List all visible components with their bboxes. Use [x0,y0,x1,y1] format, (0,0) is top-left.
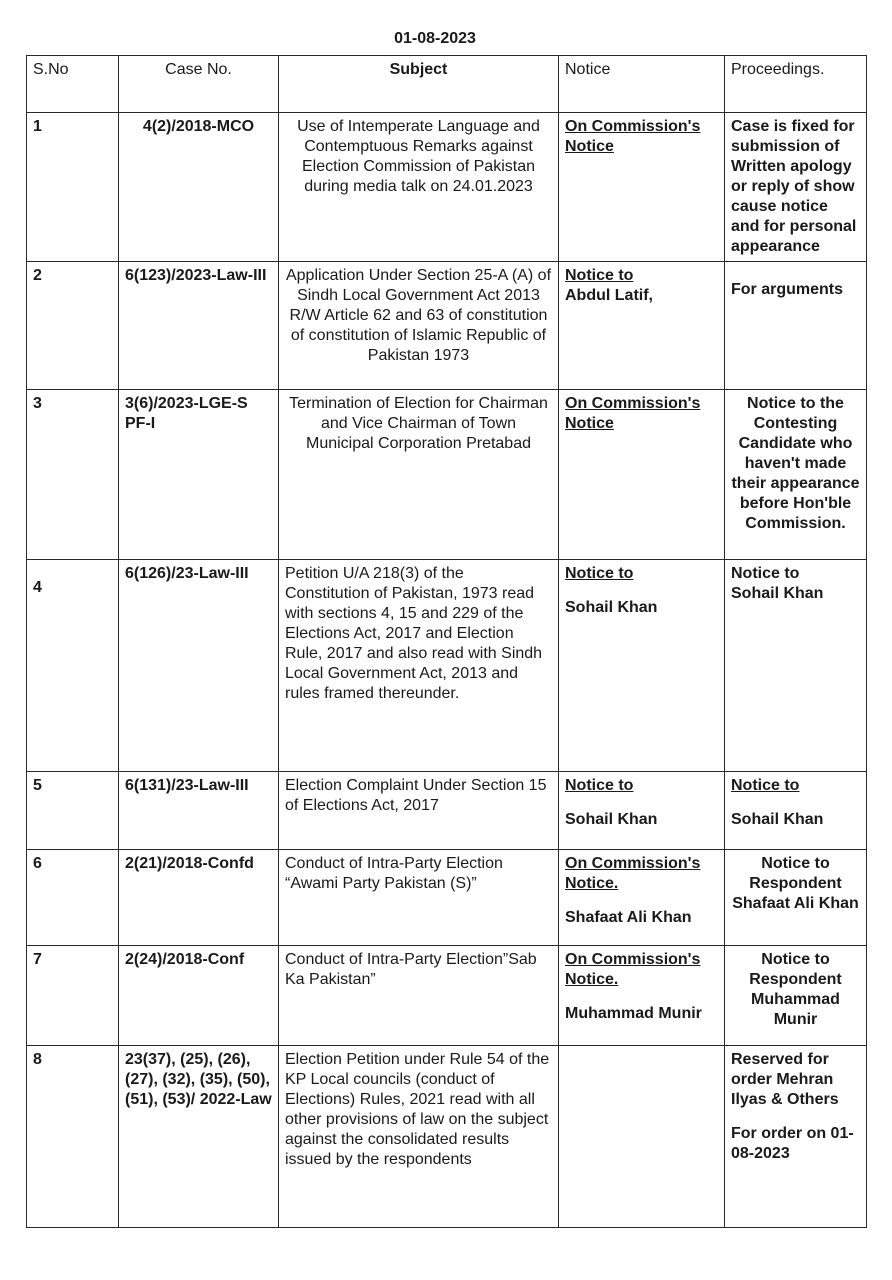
row-proceedings [725,560,867,772]
row-proceedings [725,262,867,390]
row-notice [559,390,725,560]
row-proceedings [725,772,867,850]
row-subject: Conduct of Intra-Party Election”Sab Ka Pakistan” [279,946,559,1046]
row-notice [559,946,725,1046]
notice-title: On Commission's Notice. [565,855,701,892]
row-subject: Election Petition under Rule 54 of the KP Local councils (conduct of Elections) Rules, 2021 read with all other provisions of law on the subject against the consolidated results issued by the respondents [279,1046,559,1228]
row-notice [559,560,725,772]
proceedings-text: For arguments [731,281,844,298]
row-proceedings: Notice to Respondent Shafaat Ali Khan [725,850,867,946]
row-sno: 2 [27,262,119,390]
table-row [27,113,867,262]
row-case-no: 23(37), (25), (26), (27), (32), (35), (50), (51), (53)/ 2022-Law [119,1046,279,1228]
row-proceedings: Case is fixed for submission of Written apology or reply of show cause notice and for personal appearance [725,113,867,262]
notice-title: Notice to [565,267,634,284]
row-sno: 7 [27,946,119,1046]
header-sno: S.No [27,56,119,113]
row-sno: 5 [27,772,119,850]
notice-name: Shafaat Ali Khan [565,909,692,926]
proceedings-name: Sohail Khan [731,585,824,602]
row-subject: Petition U/A 218(3) of the Constitution of Pakistan, 1973 read with sections 4, 15 and 229 of the Elections Act, 2017 and Election Rule, 2017 and also read with Sindh Local Government Act, 2013 and rules framed thereunder. [279,560,559,772]
row-notice [559,262,725,390]
row-subject: Conduct of Intra-Party Election “Awami Party Pakistan (S)” [279,850,559,946]
row-sno: 6 [27,850,119,946]
proceedings-name: For order on 01-08-2023 [731,1125,854,1162]
notice-name: Muhammad Munir [565,1005,702,1022]
table-row [27,262,867,390]
hearing-date: 01-08-2023 [394,30,476,47]
row-notice [559,113,725,262]
table-row [27,1046,867,1228]
table-row [27,560,867,772]
row-sno: 3 [27,390,119,560]
table-row [27,850,867,946]
row-proceedings: Notice to the Contesting Candidate who haven't made their appearance before Hon'ble Commission. [725,390,867,560]
header-case-no: Case No. [119,56,279,113]
header-proceedings: Proceedings. [725,56,867,113]
header-row [27,56,867,113]
row-subject: Termination of Election for Chairman and Vice Chairman of Town Municipal Corporation Pretabad [279,390,559,560]
row-case-no: 6(123)/2023-Law-III [119,262,279,390]
row-notice [559,772,725,850]
row-case-no: 3(6)/2023-LGE-S PF-I [119,390,279,560]
notice-name: Abdul Latif, [565,287,653,304]
notice-title: On Commission's Notice [565,395,701,432]
row-sno-value: 4 [33,579,42,596]
table-row [27,772,867,850]
notice-title: On Commission's Notice [565,118,701,155]
row-proceedings [725,1046,867,1228]
cause-list-table [26,55,867,1228]
row-notice [559,850,725,946]
notice-title: Notice to [565,565,634,582]
row-notice [559,1046,725,1228]
notice-name: Sohail Khan [565,599,658,616]
notice-title: Notice to [565,777,634,794]
row-case-no: 6(131)/23-Law-III [119,772,279,850]
row-subject: Application Under Section 25-A (A) of Sindh Local Government Act 2013 R/W Article 62 and 63 of constitution of constitution of Islamic Republic of Pakistan 1973 [279,262,559,390]
proceedings-title: Reserved for order Mehran Ilyas & Others [731,1051,839,1108]
row-sno: 1 [27,113,119,262]
row-subject: Election Complaint Under Section 15 of Elections Act, 2017 [279,772,559,850]
row-proceedings: Notice to Respondent Muhammad Munir [725,946,867,1046]
header-subject: Subject [279,56,559,113]
row-case-no: 6(126)/23-Law-III [119,560,279,772]
row-sno [27,560,119,772]
table-row [27,946,867,1046]
notice-title: On Commission's Notice. [565,951,701,988]
row-case-no: 2(24)/2018-Conf [119,946,279,1046]
row-sno: 8 [27,1046,119,1228]
header-notice: Notice [559,56,725,113]
row-subject: Use of Intemperate Language and Contemptuous Remarks against Election Commission of Pakistan during media talk on 24.01.2023 [279,113,559,262]
proceedings-title: Notice to [731,777,800,794]
notice-name: Sohail Khan [565,811,658,828]
table-row [27,390,867,560]
row-case-no: 4(2)/2018-MCO [119,113,279,262]
row-case-no: 2(21)/2018-Confd [119,850,279,946]
proceedings-title: Notice to [731,565,800,582]
proceedings-name: Sohail Khan [731,811,824,828]
